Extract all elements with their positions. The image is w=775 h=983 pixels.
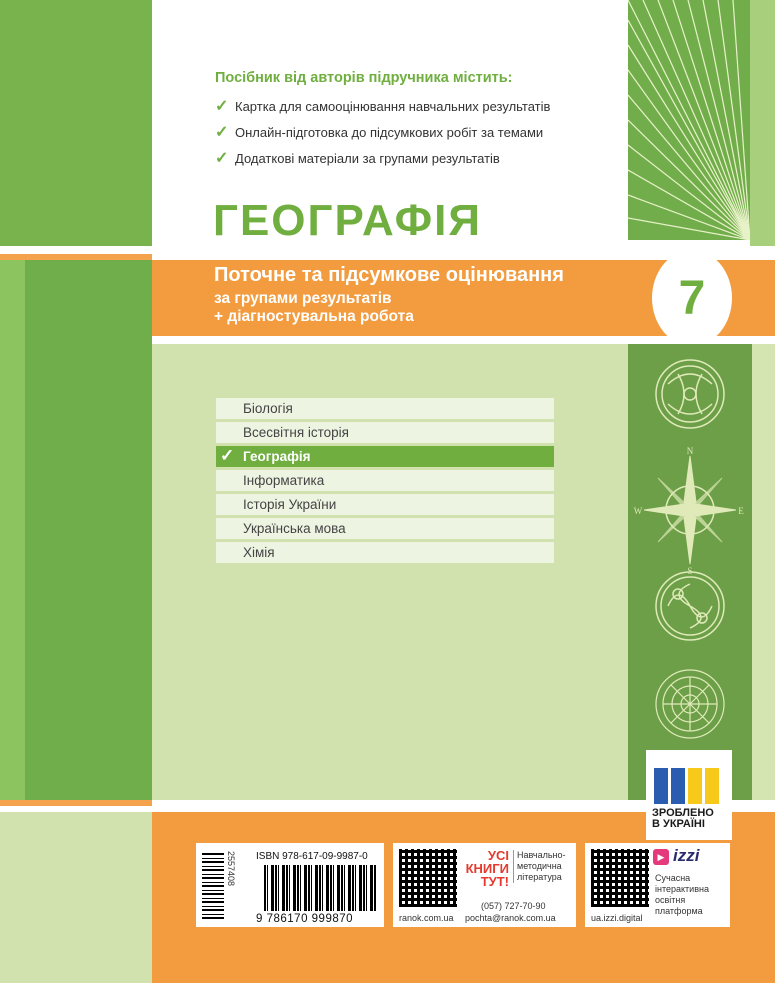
promo-line: КНИГИ <box>465 861 509 876</box>
made-in-ukraine-badge <box>646 750 732 840</box>
subject-item-chemistry[interactable]: Хімія <box>216 542 554 563</box>
izzi-description <box>655 873 709 917</box>
badge-line-2: В УКРАЇНІ <box>652 818 705 830</box>
isbn-code: 9 786170 999870 <box>256 913 354 925</box>
qr-code-icon[interactable] <box>591 849 649 907</box>
isbn-box <box>196 843 384 927</box>
check-icon: ✓ <box>215 150 229 167</box>
desc-line: інтерактивна <box>655 884 709 894</box>
feature-text: Картка для самооцінювання навчальних результатів <box>235 98 551 114</box>
right-pale-strip <box>752 344 775 800</box>
side-code: 2557408 <box>226 851 236 887</box>
subject-item-label: Географія <box>243 449 311 464</box>
subject-item-biology[interactable]: Біологія <box>216 398 554 419</box>
izzi-site[interactable]: ua.izzi.digital <box>591 913 643 923</box>
band-title: Поточне та підсумкове оцінювання <box>214 264 564 286</box>
desc-line: література <box>517 872 562 882</box>
subject-item-world-history[interactable]: Всесвітня історія <box>216 422 554 443</box>
ranok-site[interactable]: ranok.com.ua <box>399 913 454 923</box>
band-subtitle: за групами результатів <box>214 290 392 307</box>
play-icon: ▶ <box>653 849 669 865</box>
feature-item <box>215 96 625 116</box>
left-green-block <box>0 0 152 246</box>
band-subtitle-2: + діагностувальна робота <box>214 308 414 325</box>
feature-item <box>215 148 625 168</box>
features-title: Посібник від авторів підручника містить: <box>215 70 513 86</box>
left-pale-block <box>0 812 152 983</box>
check-icon: ✓ <box>220 446 235 465</box>
feature-text: Онлайн-підготовка до підсумкових робіт за темами <box>235 124 544 140</box>
check-icon: ✓ <box>215 124 229 141</box>
ranok-phone: (057) 727-70-90 <box>481 901 546 911</box>
left-light-strip <box>0 260 25 800</box>
sunrays-decoration <box>628 0 750 240</box>
compass-w: W <box>633 506 643 516</box>
isbn-label: ISBN 978-617-09-9987-0 <box>256 851 368 862</box>
desc-line: Навчально- <box>517 850 566 860</box>
izzi-logo: izzi <box>673 846 700 865</box>
ornament-column <box>628 344 752 800</box>
promo-line: ТУТ! <box>480 874 509 889</box>
barcode <box>264 865 376 911</box>
right-light-strip <box>750 0 775 246</box>
izzi-box <box>585 843 730 927</box>
check-icon: ✓ <box>215 98 229 115</box>
compass-s: S <box>687 566 693 576</box>
subject-list <box>216 398 554 566</box>
ranok-email[interactable]: pochta@ranok.com.ua <box>465 913 556 923</box>
side-barcode <box>202 851 224 919</box>
subject-item-informatics[interactable]: Інформатика <box>216 470 554 491</box>
subject-item-ukrainian[interactable]: Українська мова <box>216 518 554 539</box>
feature-item <box>215 122 625 142</box>
promo-line: УСІ <box>487 848 509 863</box>
desc-line: методична <box>517 861 562 871</box>
ranok-box <box>393 843 576 927</box>
desc-line: Сучасна <box>655 873 691 883</box>
promo-text <box>461 849 509 888</box>
compass-n: N <box>686 446 694 456</box>
flag-icon <box>654 768 719 804</box>
features-block <box>215 70 625 174</box>
orange-stripe-low <box>0 800 152 806</box>
grade-circle: 7 <box>652 250 732 346</box>
subject-item-history-ukraine[interactable]: Історія України <box>216 494 554 515</box>
compass-e: E <box>738 506 744 516</box>
subject-item-geography[interactable] <box>216 446 554 467</box>
badge-line-1: ЗРОБЛЕНО <box>652 807 714 819</box>
qr-code-icon[interactable] <box>399 849 457 907</box>
ranok-description <box>513 850 566 883</box>
subject-title: ГЕОГРАФІЯ <box>213 196 483 245</box>
desc-line: платформа <box>655 906 703 916</box>
desc-line: освітня <box>655 895 686 905</box>
feature-text: Додаткові матеріали за групами результатів <box>235 150 500 166</box>
